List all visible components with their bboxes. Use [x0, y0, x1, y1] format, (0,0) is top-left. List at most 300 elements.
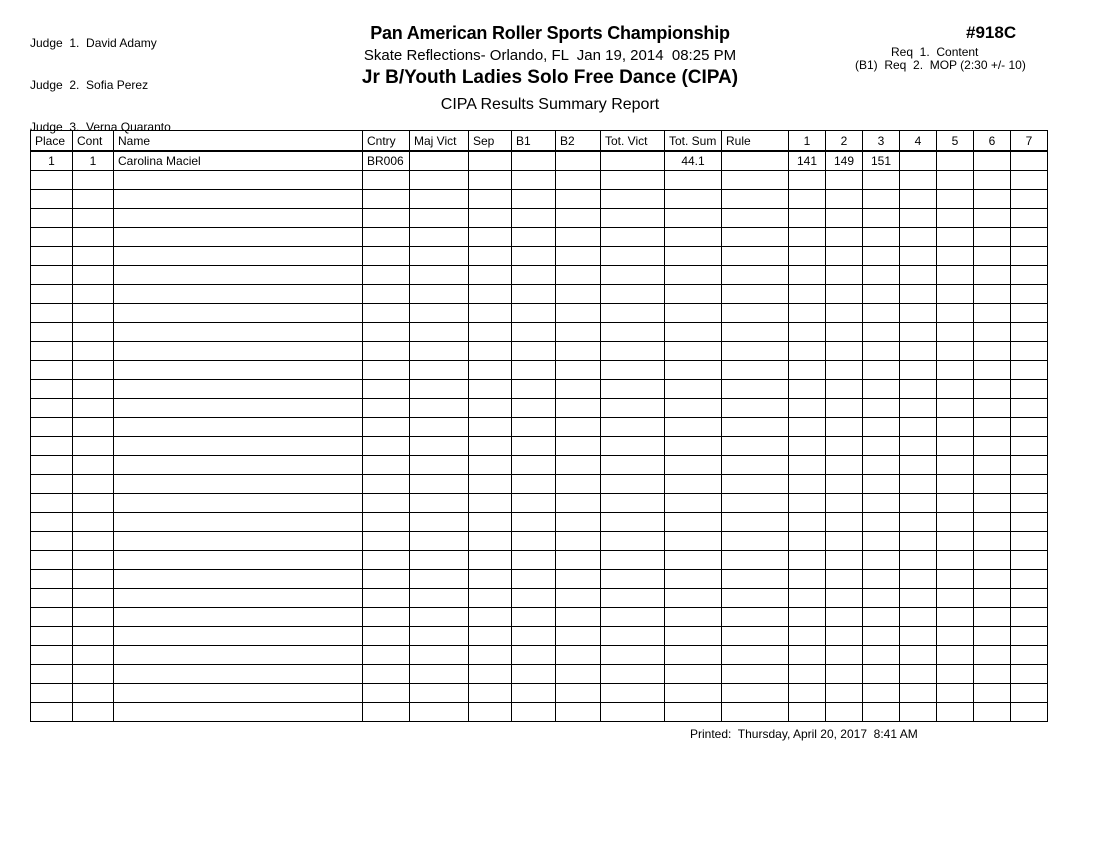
cell-maj-vict [410, 380, 469, 399]
cell-6 [974, 418, 1011, 437]
cell-sep [469, 627, 512, 646]
cell-cont [73, 247, 114, 266]
cell-b2 [556, 646, 601, 665]
table-row-empty [31, 532, 1048, 551]
cell-tot-vict [601, 304, 665, 323]
cell-3 [863, 380, 900, 399]
cell-b2 [556, 361, 601, 380]
cell-cntry [363, 380, 410, 399]
cell-5 [937, 551, 974, 570]
cell-tot-sum [665, 456, 722, 475]
cell-5 [937, 285, 974, 304]
cell-3 [863, 589, 900, 608]
cell-6 [974, 551, 1011, 570]
cell-b1 [512, 703, 556, 722]
column-header-6: 6 [974, 131, 1011, 152]
cell-tot-sum [665, 570, 722, 589]
cell-5 [937, 646, 974, 665]
column-header-7: 7 [1011, 131, 1048, 152]
cell-3 [863, 494, 900, 513]
cell-cntry [363, 437, 410, 456]
cell-place [31, 475, 73, 494]
cell-4 [900, 532, 937, 551]
cell-4 [900, 304, 937, 323]
cell-6 [974, 342, 1011, 361]
cell-sep [469, 209, 512, 228]
table-row-empty [31, 418, 1048, 437]
column-header-1: 1 [789, 131, 826, 152]
cell-3 [863, 456, 900, 475]
cell-4 [900, 171, 937, 190]
cell-place [31, 627, 73, 646]
cell-b1 [512, 475, 556, 494]
cell-rule [722, 247, 789, 266]
cell-tot-sum [665, 171, 722, 190]
cell-rule [722, 532, 789, 551]
table-row-empty [31, 304, 1048, 323]
cell-tot-sum [665, 703, 722, 722]
cell-5 [937, 456, 974, 475]
cell-place [31, 266, 73, 285]
cell-tot-vict [601, 228, 665, 247]
cell-2 [826, 266, 863, 285]
cell-cntry [363, 703, 410, 722]
column-header-tot-vict: Tot. Vict [601, 131, 665, 152]
cell-cont [73, 551, 114, 570]
cell-6 [974, 608, 1011, 627]
cell-place [31, 703, 73, 722]
cell-sep [469, 361, 512, 380]
cell-1 [789, 418, 826, 437]
cell-5 [937, 684, 974, 703]
cell-sep [469, 190, 512, 209]
column-header-tot-sum: Tot. Sum [665, 131, 722, 152]
cell-3 [863, 646, 900, 665]
cell-name [114, 627, 363, 646]
cell-2 [826, 171, 863, 190]
cell-7 [1011, 475, 1048, 494]
cell-tot-vict [601, 665, 665, 684]
cell-name [114, 551, 363, 570]
cell-rule [722, 399, 789, 418]
table-row-empty [31, 513, 1048, 532]
cell-sep [469, 494, 512, 513]
cell-5 [937, 323, 974, 342]
table-row-empty [31, 361, 1048, 380]
cell-b2 [556, 703, 601, 722]
cell-cont [73, 437, 114, 456]
cell-sep [469, 646, 512, 665]
cell-7 [1011, 323, 1048, 342]
column-header-5: 5 [937, 131, 974, 152]
cell-rule [722, 190, 789, 209]
cell-7 [1011, 703, 1048, 722]
cell-b1 [512, 532, 556, 551]
cell-tot-sum [665, 551, 722, 570]
cell-maj-vict [410, 665, 469, 684]
cell-6 [974, 399, 1011, 418]
cell-name [114, 570, 363, 589]
cell-5 [937, 665, 974, 684]
cell-b1 [512, 209, 556, 228]
cell-b1 [512, 247, 556, 266]
championship-title: Pan American Roller Sports Championship [370, 23, 730, 43]
cell-place [31, 608, 73, 627]
cell-4 [900, 513, 937, 532]
cell-name [114, 475, 363, 494]
cell-5 [937, 399, 974, 418]
cell-cntry [363, 665, 410, 684]
cell-2 [826, 684, 863, 703]
cell-cntry [363, 494, 410, 513]
cell-name [114, 456, 363, 475]
cell-2 [826, 608, 863, 627]
cell-cntry [363, 323, 410, 342]
cell-cont [73, 608, 114, 627]
cell-b1 [512, 399, 556, 418]
cell-sep [469, 589, 512, 608]
cell-b2 [556, 399, 601, 418]
cell-1 [789, 608, 826, 627]
cell-cont [73, 342, 114, 361]
cell-place [31, 646, 73, 665]
cell-cntry [363, 456, 410, 475]
column-header-4: 4 [900, 131, 937, 152]
cell-b1 [512, 646, 556, 665]
cell-cntry [363, 570, 410, 589]
column-header-maj-vict: Maj Vict [410, 131, 469, 152]
cell-5 [937, 570, 974, 589]
cell-tot-vict [601, 151, 665, 171]
cell-tot-vict [601, 703, 665, 722]
cell-name [114, 209, 363, 228]
cell-3 [863, 684, 900, 703]
cell-cntry [363, 418, 410, 437]
cell-4 [900, 494, 937, 513]
cell-name [114, 703, 363, 722]
column-header-name: Name [114, 131, 363, 152]
cell-tot-sum [665, 342, 722, 361]
table-row-empty [31, 171, 1048, 190]
cell-tot-sum [665, 209, 722, 228]
cell-3 [863, 570, 900, 589]
cell-tot-vict [601, 399, 665, 418]
cell-cont [73, 209, 114, 228]
cell-tot-sum [665, 285, 722, 304]
cell-tot-sum [665, 684, 722, 703]
cell-5 [937, 228, 974, 247]
cell-name [114, 608, 363, 627]
column-header-sep: Sep [469, 131, 512, 152]
cell-2 [826, 342, 863, 361]
cell-cntry [363, 342, 410, 361]
cell-5 [937, 513, 974, 532]
cell-tot-sum [665, 627, 722, 646]
cell-name [114, 494, 363, 513]
cell-place [31, 285, 73, 304]
cell-4 [900, 551, 937, 570]
cell-sep [469, 665, 512, 684]
cell-1 [789, 190, 826, 209]
cell-b1 [512, 380, 556, 399]
cell-7 [1011, 646, 1048, 665]
table-row-empty [31, 209, 1048, 228]
cell-tot-sum [665, 380, 722, 399]
cell-5 [937, 361, 974, 380]
cell-cont [73, 228, 114, 247]
cell-rule [722, 418, 789, 437]
cell-rule [722, 304, 789, 323]
cell-5 [937, 532, 974, 551]
cell-2 [826, 323, 863, 342]
cell-tot-vict [601, 475, 665, 494]
cell-1 [789, 342, 826, 361]
cell-2 [826, 532, 863, 551]
cell-2 [826, 665, 863, 684]
cell-1 [789, 266, 826, 285]
cell-name [114, 171, 363, 190]
cell-b1 [512, 665, 556, 684]
cell-sep [469, 437, 512, 456]
cell-rule [722, 627, 789, 646]
cell-tot-vict [601, 513, 665, 532]
cell-4 [900, 323, 937, 342]
cell-1 [789, 209, 826, 228]
cell-7 [1011, 361, 1048, 380]
cell-tot-vict [601, 323, 665, 342]
cell-sep [469, 570, 512, 589]
cell-6 [974, 513, 1011, 532]
cell-tot-vict [601, 646, 665, 665]
cell-2 [826, 209, 863, 228]
cell-1 [789, 703, 826, 722]
cell-3 [863, 513, 900, 532]
cell-b1 [512, 570, 556, 589]
cell-4 [900, 342, 937, 361]
cell-6 [974, 494, 1011, 513]
cell-b2 [556, 551, 601, 570]
cell-rule [722, 456, 789, 475]
cell-tot-sum [665, 399, 722, 418]
cell-tot-sum [665, 304, 722, 323]
cell-6 [974, 209, 1011, 228]
cell-2 [826, 418, 863, 437]
cell-6 [974, 190, 1011, 209]
cell-b1 [512, 171, 556, 190]
cell-rule [722, 513, 789, 532]
cell-cont [73, 494, 114, 513]
cell-5 [937, 418, 974, 437]
table-row-empty [31, 551, 1048, 570]
cell-place [31, 551, 73, 570]
cell-place [31, 228, 73, 247]
cell-4 [900, 589, 937, 608]
cell-3 [863, 399, 900, 418]
cell-b2 [556, 342, 601, 361]
table-row-empty [31, 665, 1048, 684]
cell-2 [826, 285, 863, 304]
cell-b2 [556, 456, 601, 475]
cell-rule [722, 703, 789, 722]
cell-7 [1011, 627, 1048, 646]
cell-3 [863, 532, 900, 551]
cell-place [31, 665, 73, 684]
cell-3 [863, 285, 900, 304]
cell-tot-vict [601, 247, 665, 266]
cell-2 [826, 228, 863, 247]
cell-4 [900, 456, 937, 475]
cell-tot-vict [601, 342, 665, 361]
cell-1 [789, 570, 826, 589]
cell-6 [974, 304, 1011, 323]
cell-6 [974, 151, 1011, 171]
cell-rule [722, 589, 789, 608]
cell-maj-vict [410, 323, 469, 342]
cell-cont [73, 475, 114, 494]
cell-1 [789, 247, 826, 266]
judge-line-1: Judge 1. David Adamy [30, 36, 157, 50]
cell-place [31, 304, 73, 323]
column-header-place: Place [31, 131, 73, 152]
cell-b2 [556, 151, 601, 171]
cell-tot-vict [601, 456, 665, 475]
cell-7 [1011, 285, 1048, 304]
table-row-empty [31, 342, 1048, 361]
cell-rule [722, 228, 789, 247]
cell-5 [937, 171, 974, 190]
cell-b1 [512, 342, 556, 361]
cell-cont [73, 361, 114, 380]
cell-7 [1011, 456, 1048, 475]
cell-5 [937, 475, 974, 494]
cell-b2 [556, 304, 601, 323]
cell-cntry [363, 171, 410, 190]
cell-2 [826, 247, 863, 266]
cell-7 [1011, 684, 1048, 703]
cell-7 [1011, 266, 1048, 285]
cell-tot-sum [665, 247, 722, 266]
cell-maj-vict [410, 646, 469, 665]
cell-cont [73, 171, 114, 190]
cell-b2 [556, 380, 601, 399]
table-row-empty [31, 627, 1048, 646]
cell-b2 [556, 209, 601, 228]
cell-3 [863, 323, 900, 342]
cell-rule [722, 475, 789, 494]
cell-1 [789, 399, 826, 418]
cell-place [31, 247, 73, 266]
venue-datetime: Skate Reflections- Orlando, FL Jan 19, 2014 08:25 PM [363, 47, 737, 64]
cell-1 [789, 627, 826, 646]
cell-cont [73, 190, 114, 209]
cell-rule [722, 342, 789, 361]
cell-sep [469, 247, 512, 266]
cell-maj-vict [410, 209, 469, 228]
cell-2 [826, 361, 863, 380]
requirement-line-2: (B1) Req 2. MOP (2:30 +/- 10) [855, 58, 1026, 72]
cell-b2 [556, 475, 601, 494]
cell-tot-vict [601, 532, 665, 551]
cell-maj-vict [410, 190, 469, 209]
cell-2 [826, 551, 863, 570]
cell-rule [722, 570, 789, 589]
cell-b1 [512, 304, 556, 323]
cell-3 [863, 247, 900, 266]
cell-cont [73, 266, 114, 285]
cell-7 [1011, 589, 1048, 608]
cell-maj-vict [410, 570, 469, 589]
cell-7 [1011, 209, 1048, 228]
table-row-empty [31, 475, 1048, 494]
cell-rule [722, 665, 789, 684]
cell-sep [469, 684, 512, 703]
cell-6 [974, 665, 1011, 684]
cell-place [31, 418, 73, 437]
cell-tot-sum: 44.1 [665, 151, 722, 171]
cell-tot-vict [601, 266, 665, 285]
cell-1 [789, 475, 826, 494]
cell-maj-vict [410, 494, 469, 513]
cell-4 [900, 684, 937, 703]
cell-tot-sum [665, 418, 722, 437]
cell-6 [974, 532, 1011, 551]
cell-b2 [556, 228, 601, 247]
cell-6 [974, 627, 1011, 646]
cell-b2 [556, 437, 601, 456]
cell-tot-sum [665, 437, 722, 456]
table-row-empty [31, 437, 1048, 456]
cell-b1 [512, 551, 556, 570]
cell-cont [73, 418, 114, 437]
cell-3 [863, 703, 900, 722]
cell-rule [722, 380, 789, 399]
cell-5 [937, 190, 974, 209]
column-header-3: 3 [863, 131, 900, 152]
cell-maj-vict [410, 399, 469, 418]
cell-tot-vict [601, 209, 665, 228]
cell-maj-vict [410, 589, 469, 608]
cell-sep [469, 608, 512, 627]
requirement-line-1: Req 1. Content [891, 45, 979, 59]
cell-7 [1011, 570, 1048, 589]
column-header-cont: Cont [73, 131, 114, 152]
cell-b2 [556, 589, 601, 608]
cell-maj-vict [410, 551, 469, 570]
cell-sep [469, 418, 512, 437]
table-row-empty [31, 646, 1048, 665]
cell-tot-vict [601, 380, 665, 399]
cell-name [114, 342, 363, 361]
cell-b2 [556, 285, 601, 304]
cell-tot-sum [665, 475, 722, 494]
cell-cntry [363, 475, 410, 494]
cell-place [31, 456, 73, 475]
cell-tot-sum [665, 361, 722, 380]
cell-7 [1011, 608, 1048, 627]
cell-3 [863, 361, 900, 380]
cell-tot-vict [601, 589, 665, 608]
cell-2: 149 [826, 151, 863, 171]
cell-6 [974, 171, 1011, 190]
cell-6 [974, 437, 1011, 456]
cell-3 [863, 608, 900, 627]
cell-b2 [556, 247, 601, 266]
cell-4 [900, 665, 937, 684]
cell-4 [900, 608, 937, 627]
cell-3 [863, 342, 900, 361]
column-header-b1: B1 [512, 131, 556, 152]
cell-5 [937, 151, 974, 171]
